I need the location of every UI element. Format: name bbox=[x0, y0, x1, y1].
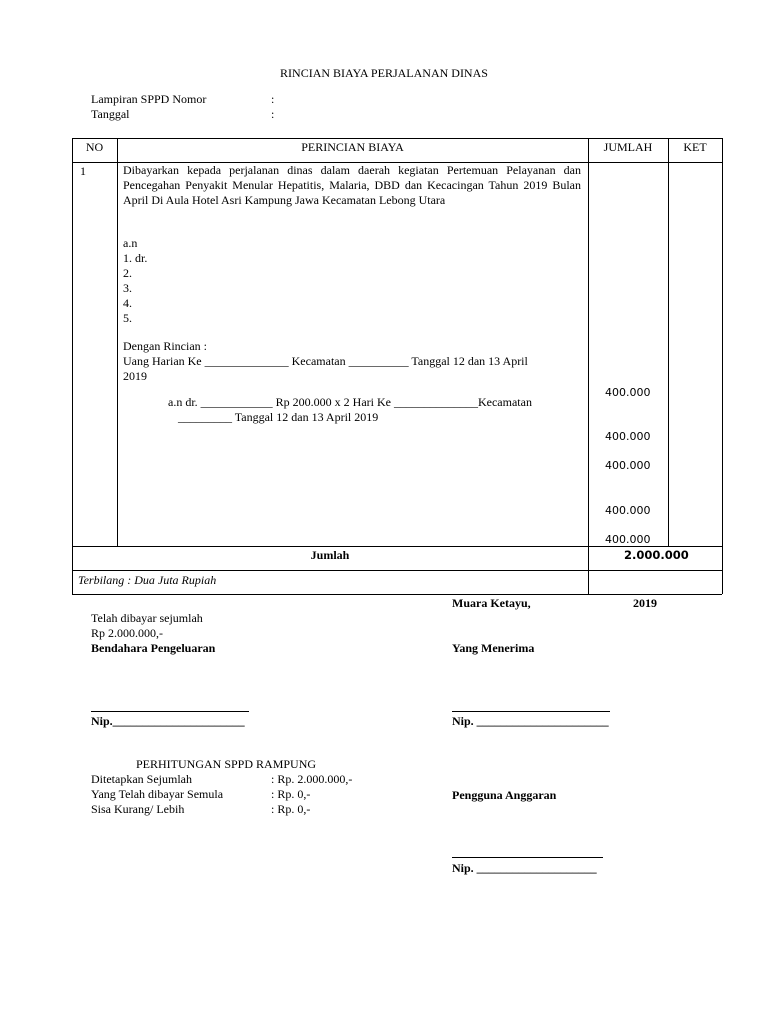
table-border-left bbox=[72, 138, 73, 594]
date-year: 2019 bbox=[633, 596, 657, 610]
lampiran-label: Lampiran SPPD Nomor bbox=[91, 92, 207, 106]
amount-2: 400.000 bbox=[605, 430, 651, 443]
table-total-divider bbox=[72, 570, 722, 571]
row-number: 1 bbox=[80, 164, 86, 178]
nip-bendahara: Nip.______________________ bbox=[91, 714, 245, 728]
amount-3: 400.000 bbox=[605, 459, 651, 472]
uang-harian-line-1: Uang Harian Ke ______________ Kecamatan __________ Tanggal 12 dan 13 April bbox=[123, 354, 528, 368]
header-jumlah: JUMLAH bbox=[603, 140, 653, 154]
header-ket: KET bbox=[683, 140, 707, 154]
paid-line-2: Rp 2.000.000,- bbox=[91, 626, 163, 640]
bendahara-label: Bendahara Pengeluaran bbox=[91, 641, 216, 655]
amount-4: 400.000 bbox=[605, 504, 651, 517]
tanggal-colon: : bbox=[271, 107, 275, 121]
pengguna-anggaran-label: Pengguna Anggaran bbox=[452, 788, 557, 802]
lampiran-colon: : bbox=[271, 92, 275, 106]
nip-pengguna: Nip. ____________________ bbox=[452, 861, 597, 875]
pengguna-signature-line bbox=[452, 857, 603, 858]
description-paragraph: Dibayarkan kepada perjalanan dinas dalam daerah kegiatan Pertemuan Pelayanan dan Pencegahan Penyakit Menular Hepatitis, Malaria, DBD dan Kecacingan Tahun 2019 Bulan April Di Aula Hotel Asri Kampung Jawa Kecamatan Lebong Utara bbox=[123, 163, 581, 207]
uang-harian-line-2: 2019 bbox=[123, 369, 147, 383]
name-item-1: 1. dr. bbox=[123, 251, 148, 265]
an-label: a.n bbox=[123, 236, 138, 250]
penerima-signature-line bbox=[452, 711, 610, 712]
name-item-5: 5. bbox=[123, 311, 132, 325]
name-item-4: 4. bbox=[123, 296, 132, 310]
names-list bbox=[123, 236, 147, 326]
rampung-value-3: : Rp. 0,- bbox=[271, 802, 311, 816]
table-col-jumlah-divider bbox=[588, 138, 589, 594]
tanggal-label: Tanggal bbox=[91, 107, 130, 121]
place-date: Muara Ketayu, bbox=[452, 596, 531, 610]
jumlah-label: Jumlah bbox=[310, 548, 350, 562]
an-dr-line-2: _________ Tanggal 12 dan 13 April 2019 bbox=[178, 410, 379, 424]
table-border-top bbox=[72, 138, 722, 139]
document-title: RINCIAN BIAYA PERJALANAN DINAS bbox=[280, 66, 488, 80]
table-col-no-divider bbox=[117, 138, 118, 546]
amount-1: 400.000 bbox=[605, 386, 651, 399]
table-col-ket-divider bbox=[668, 138, 669, 546]
table-body-divider bbox=[72, 546, 722, 547]
name-item-2: 2. bbox=[123, 266, 132, 280]
table-border-bottom bbox=[72, 594, 722, 595]
rampung-label-2: Yang Telah dibayar Semula bbox=[91, 787, 224, 801]
rincian-label: Dengan Rincian : bbox=[123, 339, 207, 353]
rampung-label-1: Ditetapkan Sejumlah bbox=[91, 772, 192, 786]
rampung-value-1: : Rp. 2.000.000,- bbox=[271, 772, 353, 786]
penerima-label: Yang Menerima bbox=[452, 641, 535, 655]
an-dr-line-1: a.n dr. ____________ Rp 200.000 x 2 Hari Ke ______________Kecamatan bbox=[168, 395, 532, 409]
nip-penerima: Nip. ______________________ bbox=[452, 714, 609, 728]
rampung-title: PERHITUNGAN SPPD RAMPUNG bbox=[136, 757, 317, 771]
terbilang-text: Terbilang : Dua Juta Rupiah bbox=[78, 573, 217, 587]
paid-line-1: Telah dibayar sejumlah bbox=[91, 611, 203, 625]
amount-5: 400.000 bbox=[605, 533, 651, 546]
name-item-3: 3. bbox=[123, 281, 132, 295]
table-border-right bbox=[722, 138, 723, 594]
header-perincian: PERINCIAN BIAYA bbox=[301, 140, 404, 154]
bendahara-signature-line bbox=[91, 711, 249, 712]
rampung-label-3: Sisa Kurang/ Lebih bbox=[91, 802, 185, 816]
total-amount: 2.000.000 bbox=[624, 548, 689, 562]
rampung-value-2: : Rp. 0,- bbox=[271, 787, 311, 801]
header-no: NO bbox=[85, 140, 104, 154]
